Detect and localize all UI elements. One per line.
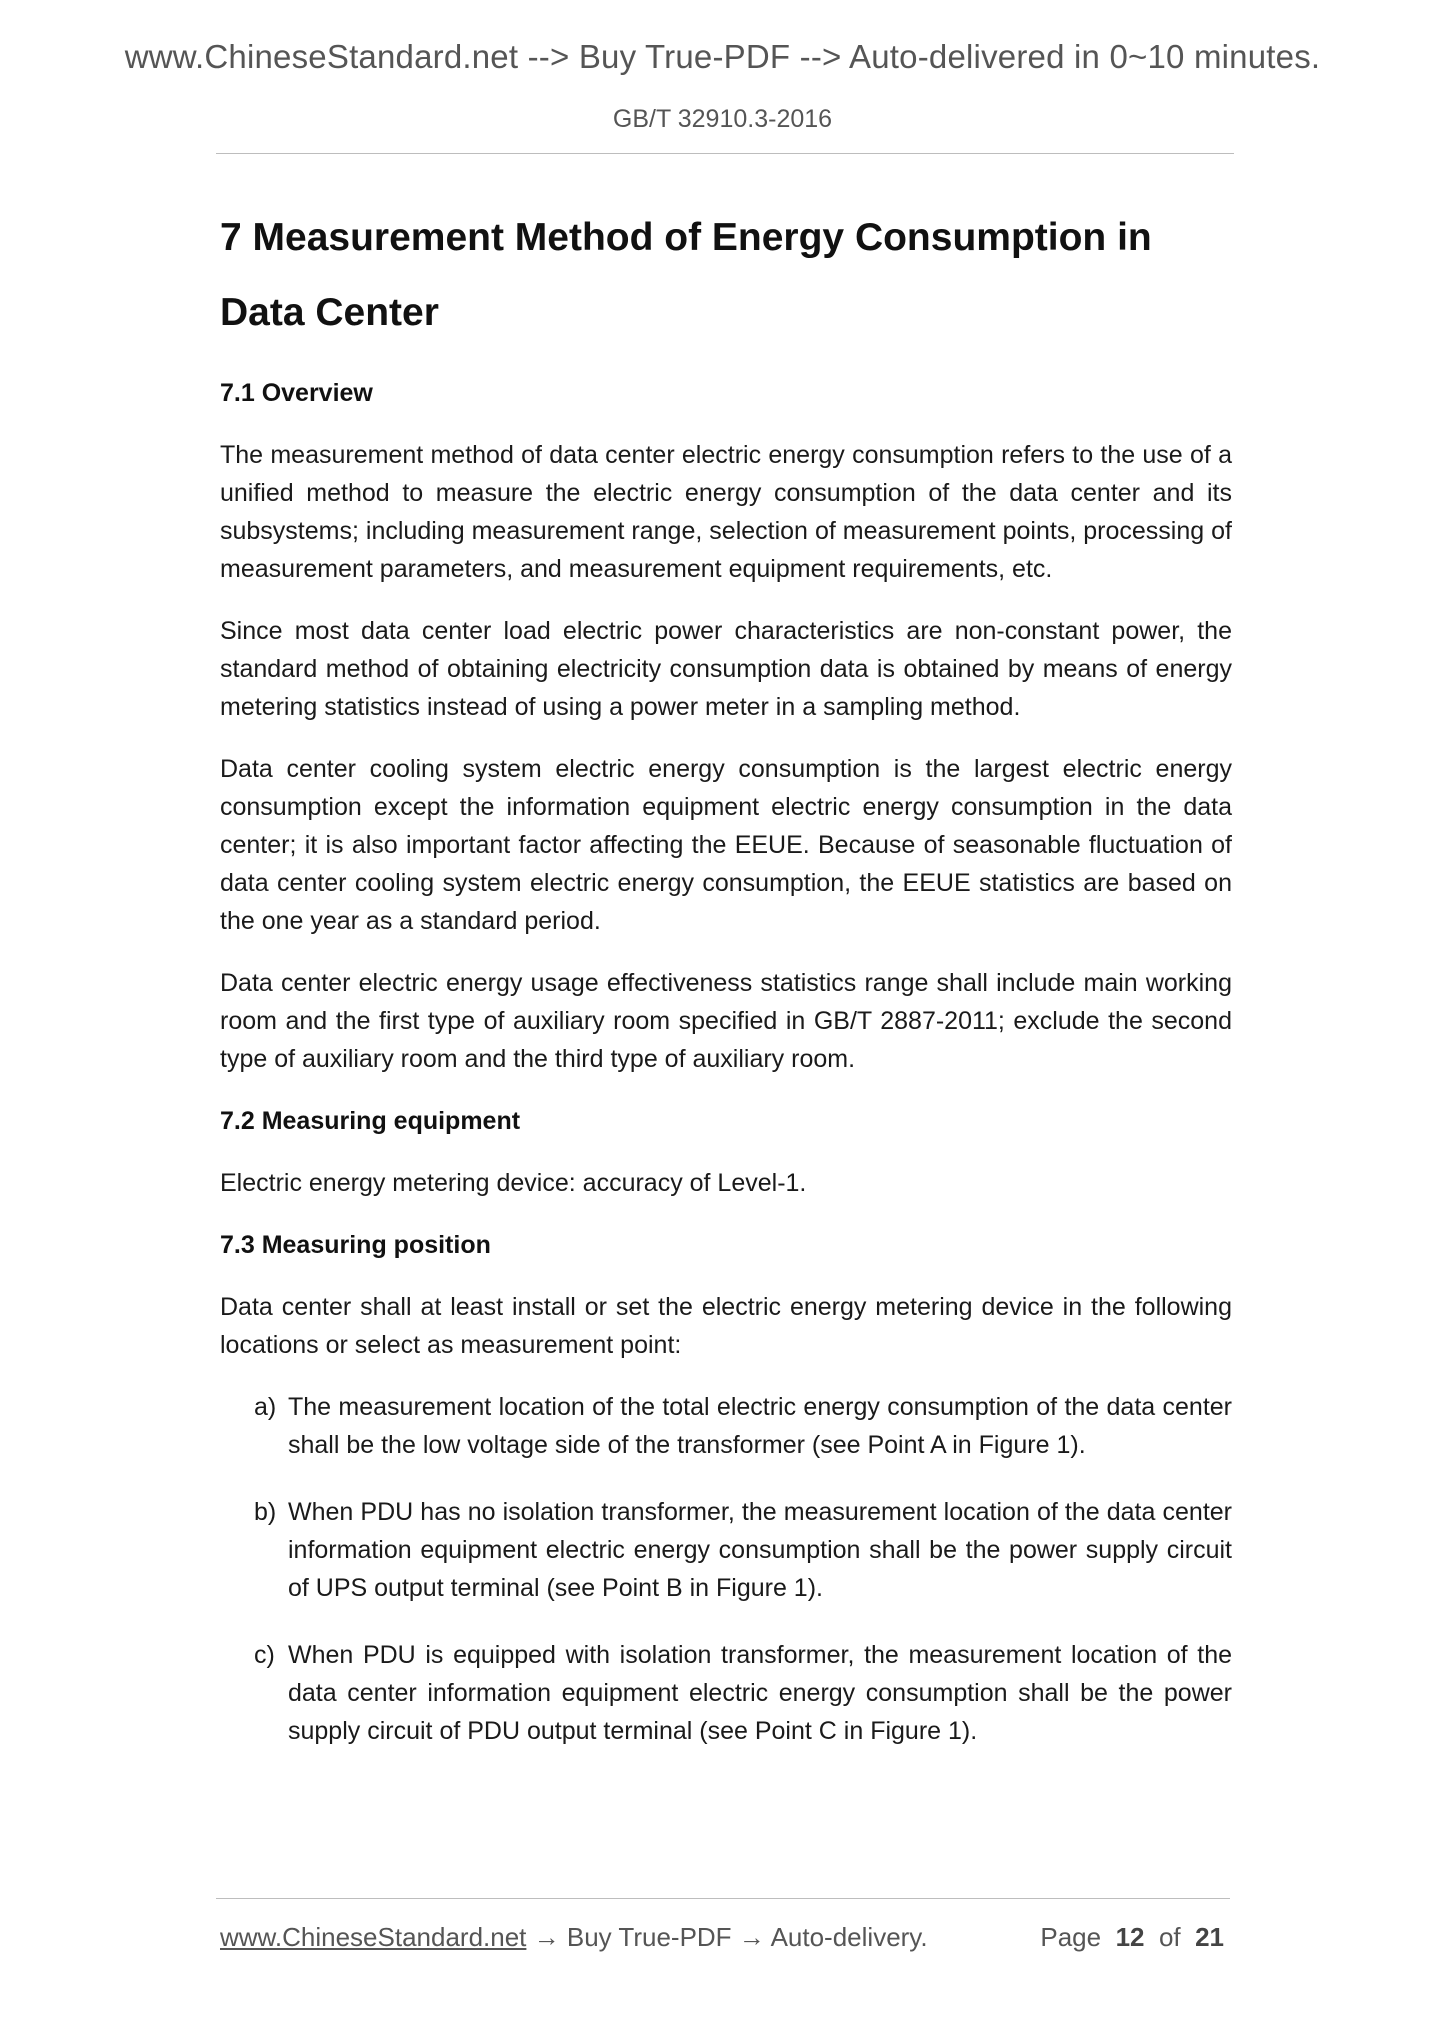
paragraph: Data center electric energy usage effectiveness statistics range shall include main working room and the first type of auxiliary room specified in GB/T 2887-2011; exclude the second type of auxiliary room and the third type of auxiliary room. bbox=[220, 969, 1232, 1073]
list-item bbox=[254, 1493, 1232, 1607]
footer-divider bbox=[216, 1898, 1230, 1899]
heading-7-3: 7.3 Measuring position bbox=[220, 1231, 491, 1259]
list-marker: b) bbox=[254, 1498, 277, 1526]
footer-tagline: → Buy True-PDF → Auto-delivery. bbox=[526, 1922, 928, 1952]
header-divider bbox=[216, 153, 1234, 154]
list-marker: a) bbox=[254, 1393, 277, 1421]
page-total: 21 bbox=[1195, 1922, 1224, 1952]
paragraph: Data center cooling system electric energy consumption is the largest electric energy consumption except the information equipment electric energy consumption in the data center; it is also important factor affecting the EEUE. Because of seasonable fluctuation of data center cooling system electric energy consumption, the EEUE statistics are based on the one year as a standard period. bbox=[220, 755, 1232, 935]
list-item-text: The measurement location of the total electric energy consumption of the data center shall be the low voltage side of the transformer (see Point A in Figure 1). bbox=[288, 1393, 1232, 1459]
measurement-point-list bbox=[220, 1388, 1232, 1750]
paragraph: Data center shall at least install or set the electric energy metering device in the following locations or select as measurement point: bbox=[220, 1293, 1232, 1359]
section-title: 7 Measurement Method of Energy Consumption in Data Center bbox=[220, 216, 1152, 334]
footer-left bbox=[220, 1922, 928, 1953]
paragraph: Since most data center load electric power characteristics are non-constant power, the standard method of obtaining electricity consumption data is obtained by means of energy metering statistics instead of using a power meter in a sampling method. bbox=[220, 617, 1232, 721]
paragraph: Electric energy metering device: accuracy of Level-1. bbox=[220, 1169, 807, 1197]
page-current: 12 bbox=[1115, 1922, 1145, 1952]
heading-7-2: 7.2 Measuring equipment bbox=[220, 1107, 521, 1135]
list-item bbox=[254, 1636, 1232, 1750]
page-footer bbox=[220, 1922, 1224, 1953]
heading-7-1: 7.1 Overview bbox=[220, 379, 373, 407]
paragraph: The measurement method of data center electric energy consumption refers to the use of a unified method to measure the electric energy consumption of the data center and its subsystems; including measurement range, selection of measurement points, processing of measurement parameters, and measurement equipment requirements, etc. bbox=[220, 441, 1232, 583]
page-label: Page bbox=[1040, 1922, 1102, 1952]
footer-link[interactable]: www.ChineseStandard.net bbox=[220, 1922, 527, 1952]
page-indicator bbox=[1040, 1922, 1224, 1953]
list-item-text: When PDU has no isolation transformer, the measurement location of the data center information equipment electric energy consumption shall be the power supply circuit of UPS output terminal (see Point B in Figure 1). bbox=[288, 1498, 1232, 1602]
page-content bbox=[220, 200, 1232, 1779]
list-item bbox=[254, 1388, 1232, 1464]
of-label: of bbox=[1158, 1922, 1181, 1952]
list-item-text: When PDU is equipped with isolation transformer, the measurement location of the data center information equipment electric energy consumption shall be the power supply circuit of PDU output terminal (see Point C in Figure 1). bbox=[288, 1641, 1232, 1745]
banner-text: www.ChineseStandard.net --> Buy True-PDF --> Auto-delivered in 0~10 minutes. bbox=[124, 38, 1321, 75]
list-marker: c) bbox=[254, 1641, 275, 1669]
standard-code: GB/T 32910.3-2016 bbox=[612, 105, 833, 133]
